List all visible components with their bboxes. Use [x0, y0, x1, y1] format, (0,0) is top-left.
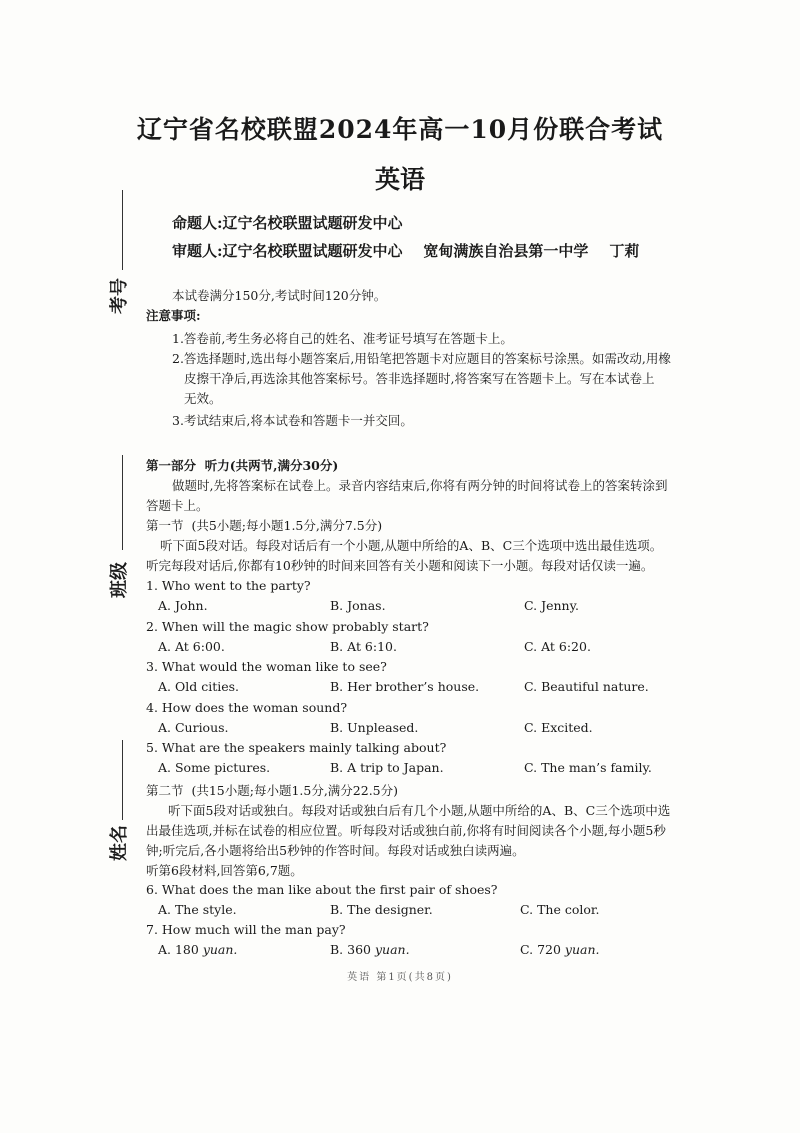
notice-heading: 注意事项: — [146, 308, 201, 323]
part1-intro: 做题时,先将答案标在试卷上。录音内容结束后,你将有两分钟的时间将试卷上的答案转涂到 — [172, 478, 668, 493]
section1-intro: 听完每段对话后,你都有10秒钟的时间来回答有关小题和阅读下一小题。每段对话仅读一遍。 — [146, 558, 654, 573]
option-c: C. The color. — [520, 902, 600, 917]
option-a: A. The style. — [158, 902, 237, 917]
question-text: 6. What does the man like about the first pair of shoes? — [146, 882, 498, 897]
part1-intro: 答题卡上。 — [146, 498, 209, 513]
section2-intro: 钟;听完后,各小题将给出5秒钟的作答时间。每段对话或独白读两遍。 — [146, 843, 525, 858]
notice-item: 3.考试结束后,将本试卷和答题卡一并交回。 — [172, 413, 413, 428]
notice-item: 皮擦干净后,再选涂其他答案标号。答非选择题时,将答案写在答题卡上。写在本试卷上 — [184, 371, 655, 386]
yuan-unit: yuan. — [202, 942, 238, 957]
setter-line: 命题人:辽宁名校联盟试题研发中心 — [172, 214, 403, 232]
name-line — [122, 740, 123, 820]
class-label: 班级 — [109, 562, 130, 598]
option-c: C. The man’s family. — [524, 760, 652, 775]
question-text: 1. Who went to the party? — [146, 578, 311, 593]
option-b: B. 360 yuan. — [330, 942, 410, 957]
option-b: B. Her brother’s house. — [330, 679, 480, 694]
question-text: 5. What are the speakers mainly talking about? — [146, 740, 447, 755]
option-b: B. At 6:10. — [330, 639, 397, 654]
option-c: C. Beautiful nature. — [524, 679, 649, 694]
option-a: A. Old cities. — [158, 679, 239, 694]
option-b: B. Jonas. — [330, 598, 386, 613]
yuan-unit: yuan. — [374, 942, 410, 957]
question-text: 7. How much will the man pay? — [146, 922, 346, 937]
section1-intro: 听下面5段对话。每段对话后有一个小题,从题中所给的A、B、C三个选项中选出最佳选项。 — [160, 538, 663, 553]
question-text: 2. When will the magic show probably start? — [146, 619, 429, 634]
option-b: B. The designer. — [330, 902, 433, 917]
option-c: C. 720 yuan. — [520, 942, 600, 957]
option-b: B. Unpleased. — [330, 720, 419, 735]
section2-heading: 第二节 (共15小题;每小题1.5分,满分22.5分) — [146, 783, 399, 798]
option-a: A. Some pictures. — [158, 760, 271, 775]
notice-item: 无效。 — [184, 391, 222, 406]
exam-title: 辽宁省名校联盟2024年高一10月份联合考试 — [136, 115, 664, 144]
class-line — [122, 455, 123, 550]
option-a: A. Curious. — [158, 720, 229, 735]
page-footer: 英语 第1页(共8页) — [347, 972, 453, 983]
option-a: A. John. — [158, 598, 208, 613]
notice-item: 1.答卷前,考生务必将自己的姓名、准考证号填写在答题卡上。 — [172, 331, 513, 346]
section2-intro: 听下面5段对话或独白。每段对话或独白后有几个小题,从题中所给的A、B、C三个选项中选 — [168, 803, 671, 818]
exam-subject: 英语 — [374, 165, 425, 194]
yuan-unit: yuan. — [564, 942, 600, 957]
name-label: 姓名 — [109, 825, 130, 861]
reviewer-line: 审题人:辽宁名校联盟试题研发中心 宽甸满族自治县第一中学 丁莉 — [172, 242, 640, 260]
notice-item: 2.答选择题时,选出每小题答案后,用铅笔把答题卡对应题目的答案标号涂黑。如需改动,用橡 — [172, 351, 671, 366]
option-c: C. Jenny. — [524, 598, 579, 613]
option-a: A. 180 yuan. — [158, 942, 238, 957]
option-c: C. At 6:20. — [524, 639, 591, 654]
section2-intro: 出最佳选项,并标在试卷的相应位置。听每段对话或独白前,你将有时间阅读各个小题,每小题5秒 — [146, 823, 666, 838]
exam-no-line — [122, 190, 123, 270]
score-time: 本试卷满分150分,考试时间120分钟。 — [172, 288, 387, 303]
option-b: B. A trip to Japan. — [330, 760, 444, 775]
exam-no-label: 考号 — [109, 278, 130, 314]
part1-heading: 第一部分 听力(共两节,满分30分) — [146, 458, 339, 473]
option-c: C. Excited. — [524, 720, 593, 735]
question-text: 3. What would the woman like to see? — [146, 659, 387, 674]
material-6: 听第6段材料,回答第6,7题。 — [146, 863, 303, 878]
section1-heading: 第一节 (共5小题;每小题1.5分,满分7.5分) — [146, 518, 383, 533]
option-a: A. At 6:00. — [158, 639, 225, 654]
question-text: 4. How does the woman sound? — [146, 700, 348, 715]
